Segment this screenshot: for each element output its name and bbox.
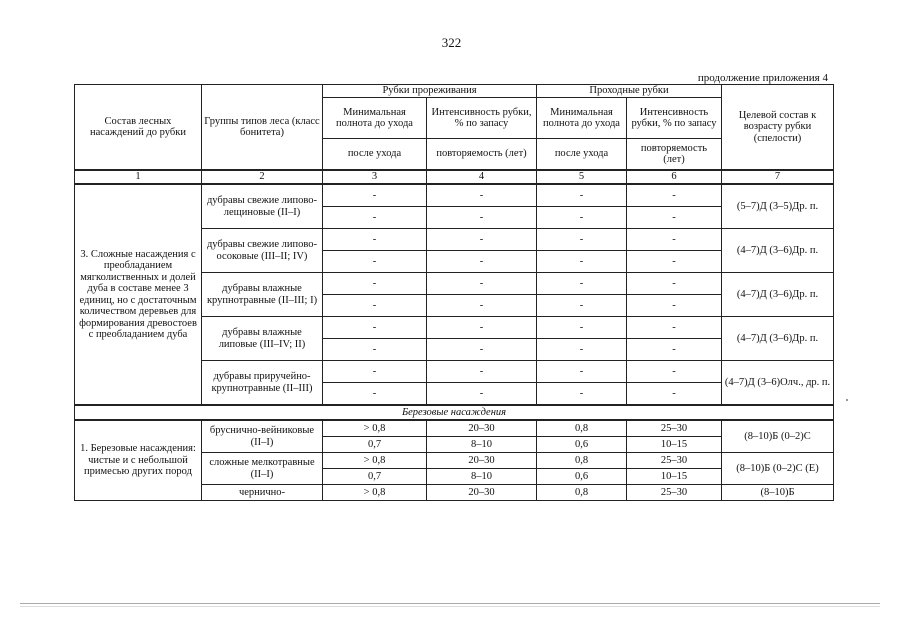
col-number: 2 (202, 170, 323, 184)
value-cell: - (323, 317, 427, 339)
value-cell: - (427, 229, 537, 251)
header-forest-groups: Группы типов леса (класс бонитета) (202, 85, 323, 171)
value-cell: 0,7 (323, 469, 427, 485)
value-cell: - (537, 295, 627, 317)
header-repeat-2: повторяемость (лет) (627, 139, 722, 171)
value-cell: 25–30 (627, 453, 722, 469)
value-cell: 0,8 (537, 485, 627, 501)
value-cell: 0,6 (537, 437, 627, 453)
target-cell: (8–10)Б (0–2)С (722, 420, 834, 453)
value-cell: 25–30 (627, 485, 722, 501)
header-composition: Состав лесных насаждений до рубки (75, 85, 202, 171)
col-number: 1 (75, 170, 202, 184)
continuation-note: продолжение приложения 4 (697, 72, 828, 84)
value-cell: - (323, 295, 427, 317)
value-cell: - (323, 339, 427, 361)
value-cell: - (323, 229, 427, 251)
forest-type-cell: дубравы влажные крупнотравные (II–III; I) (202, 273, 323, 317)
value-cell: - (627, 207, 722, 229)
value-cell: - (627, 339, 722, 361)
forest-type-cell: дубравы свежие липово-осоковые (III–II; IV) (202, 229, 323, 273)
value-cell: 20–30 (427, 485, 537, 501)
col-number: 7 (722, 170, 834, 184)
value-cell: 0,8 (537, 453, 627, 469)
page-bottom-edge-shadow (20, 606, 880, 607)
header-intensity-1: Интенсивность рубки, % по запасу (427, 98, 537, 139)
value-cell: - (427, 339, 537, 361)
value-cell: - (537, 184, 627, 207)
value-cell: - (537, 273, 627, 295)
value-cell: 0,6 (537, 469, 627, 485)
value-cell: - (627, 229, 722, 251)
header-after-care-2: после ухода (537, 139, 627, 171)
value-cell: - (627, 251, 722, 273)
page-bottom-edge (20, 603, 880, 604)
col-number: 4 (427, 170, 537, 184)
target-cell: (8–10)Б (722, 485, 834, 501)
header-after-care-1: после ухода (323, 139, 427, 171)
forest-type-cell: сложные мелкотравные (II–I) (202, 453, 323, 485)
value-cell: - (627, 273, 722, 295)
col-number: 6 (627, 170, 722, 184)
value-cell: - (427, 383, 537, 406)
value-cell: 10–15 (627, 437, 722, 453)
header-intensity-2: Интенсивность рубки, % по запасу (627, 98, 722, 139)
value-cell: - (323, 184, 427, 207)
col-number: 3 (323, 170, 427, 184)
value-cell: - (537, 383, 627, 406)
target-cell: (4–7)Д (3–6)Др. п. (722, 317, 834, 361)
value-cell: - (627, 383, 722, 406)
value-cell: 25–30 (627, 420, 722, 437)
value-cell: 0,8 (537, 420, 627, 437)
target-cell: (4–7)Д (3–6)Олч., др. п. (722, 361, 834, 406)
value-cell: - (427, 295, 537, 317)
value-cell: - (537, 317, 627, 339)
value-cell: - (627, 295, 722, 317)
header-repeat-1: повторяемость (лет) (427, 139, 537, 171)
value-cell: - (427, 184, 537, 207)
header-passage: Проходные рубки (537, 85, 722, 98)
composition-cell: 1. Березовые насаждения: чистые и с небольшой примесью других пород (75, 420, 202, 501)
value-cell: 10–15 (627, 469, 722, 485)
forest-type-cell: брусничнo-вейниковые (II–I) (202, 420, 323, 453)
value-cell: - (627, 361, 722, 383)
header-target: Целевой состав к возрасту рубки (спелости) (722, 85, 834, 171)
header-min-density-2: Минимальная полнота до ухода (537, 98, 627, 139)
target-cell: (8–10)Б (0–2)С (Е) (722, 453, 834, 485)
value-cell: - (323, 207, 427, 229)
value-cell: - (323, 251, 427, 273)
value-cell: - (537, 207, 627, 229)
header-min-density-1: Минимальная полнота до ухода (323, 98, 427, 139)
value-cell: - (323, 273, 427, 295)
value-cell: - (627, 317, 722, 339)
value-cell: - (537, 251, 627, 273)
value-cell: > 0,8 (323, 453, 427, 469)
scan-speck (846, 399, 848, 401)
value-cell: - (427, 251, 537, 273)
value-cell: > 0,8 (323, 485, 427, 501)
forest-type-cell: дубравы свежие липово-лещиновые (II–I) (202, 184, 323, 229)
value-cell: - (323, 361, 427, 383)
value-cell: - (537, 339, 627, 361)
forest-type-cell: дубравы влажные липовые (III–IV; II) (202, 317, 323, 361)
section-title-birch: Березовые насаждения (75, 405, 834, 420)
header-thinning: Рубки прореживания (323, 85, 537, 98)
value-cell: 8–10 (427, 437, 537, 453)
value-cell: - (537, 361, 627, 383)
value-cell: > 0,8 (323, 420, 427, 437)
composition-cell: 3. Сложные насаждения с преобладанием мягколиственных и долей дуба в составе менее 3 единиц, но с достаточным количеством деревьев для формирования древостоев с преобладанием дуба (75, 184, 202, 405)
value-cell: - (627, 184, 722, 207)
col-number: 5 (537, 170, 627, 184)
target-cell: (4–7)Д (3–6)Др. п. (722, 273, 834, 317)
value-cell: 20–30 (427, 420, 537, 437)
value-cell: 8–10 (427, 469, 537, 485)
forest-type-cell: чернично- (202, 485, 323, 501)
silviculture-table (74, 84, 834, 501)
value-cell: - (427, 207, 537, 229)
value-cell: - (427, 317, 537, 339)
value-cell: 20–30 (427, 453, 537, 469)
target-cell: (4–7)Д (3–6)Др. п. (722, 229, 834, 273)
value-cell: 0,7 (323, 437, 427, 453)
value-cell: - (427, 273, 537, 295)
value-cell: - (323, 383, 427, 406)
value-cell: - (537, 229, 627, 251)
value-cell: - (427, 361, 537, 383)
page-number: 322 (441, 35, 462, 50)
forest-type-cell: дубравы приручейно-крупнотравные (II–III) (202, 361, 323, 406)
target-cell: (5–7)Д (3–5)Др. п. (722, 184, 834, 229)
